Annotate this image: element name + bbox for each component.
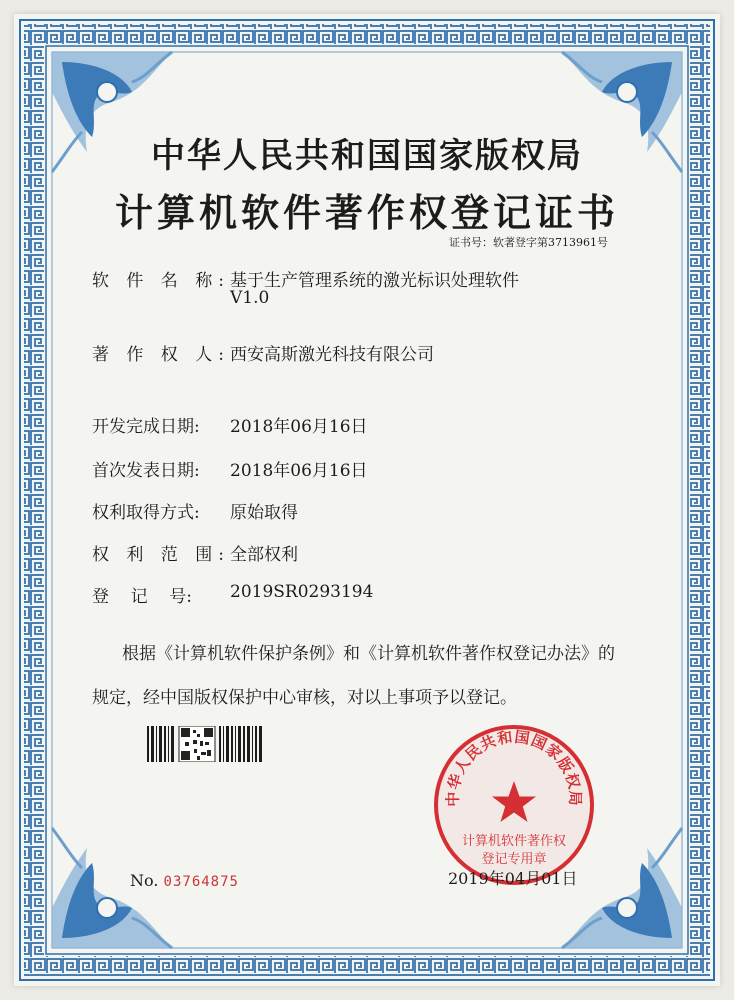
copyright-owner-value: 西安高斯激光科技有限公司 xyxy=(230,345,434,365)
registration-number-value: 2019SR0293194 xyxy=(230,582,374,602)
certificate xyxy=(14,14,720,986)
serial-label: No. xyxy=(130,871,159,890)
completion-date-value: 2018年06月16日 xyxy=(230,417,368,437)
certificate-number: 证书号：软著登字第3713961号 xyxy=(449,236,608,249)
official-seal xyxy=(430,721,598,889)
acquisition-method-value: 原始取得 xyxy=(230,503,298,523)
seal-ring-text: 中华人民共和国国家版权局 xyxy=(443,727,585,807)
publish-date-value: 2018年06月16日 xyxy=(230,461,368,481)
rights-scope-label: 权 利 范 围: xyxy=(92,545,230,565)
issue-date: 2019年04月01日 xyxy=(448,869,578,888)
copyright-owner-label: 著 作 权 人: xyxy=(92,345,230,365)
seal-text-line-2: 登记专用章 xyxy=(481,852,547,867)
software-name-label: 软 件 名 称: xyxy=(92,271,230,291)
software-name-value: 基于生产管理系统的激光标识处理软件 xyxy=(230,271,519,291)
registration-number-label: 登 记 号: xyxy=(92,587,192,607)
barcode-qr xyxy=(147,726,271,762)
rights-scope-value: 全部权利 xyxy=(230,545,298,565)
certificate-title: 计算机软件著作权登记证书 xyxy=(114,191,619,235)
issuer-title: 中华人民共和国国家版权局 xyxy=(151,136,583,176)
completion-date-label: 开发完成日期: xyxy=(92,417,200,437)
seal-text-line-1: 计算机软件著作权 xyxy=(461,834,567,849)
publish-date-label: 首次发表日期: xyxy=(92,461,200,481)
statement-line-1: 根据《计算机软件保护条例》和《计算机软件著作权登记办法》的 xyxy=(122,644,615,664)
acquisition-method-label: 权利取得方式: xyxy=(92,503,200,523)
serial-number xyxy=(130,871,239,890)
software-version: V1.0 xyxy=(230,288,270,308)
statement-line-2: 规定，经中国版权保护中心审核，对以上事项予以登记。 xyxy=(92,688,517,708)
serial-value: 03764875 xyxy=(163,874,239,890)
